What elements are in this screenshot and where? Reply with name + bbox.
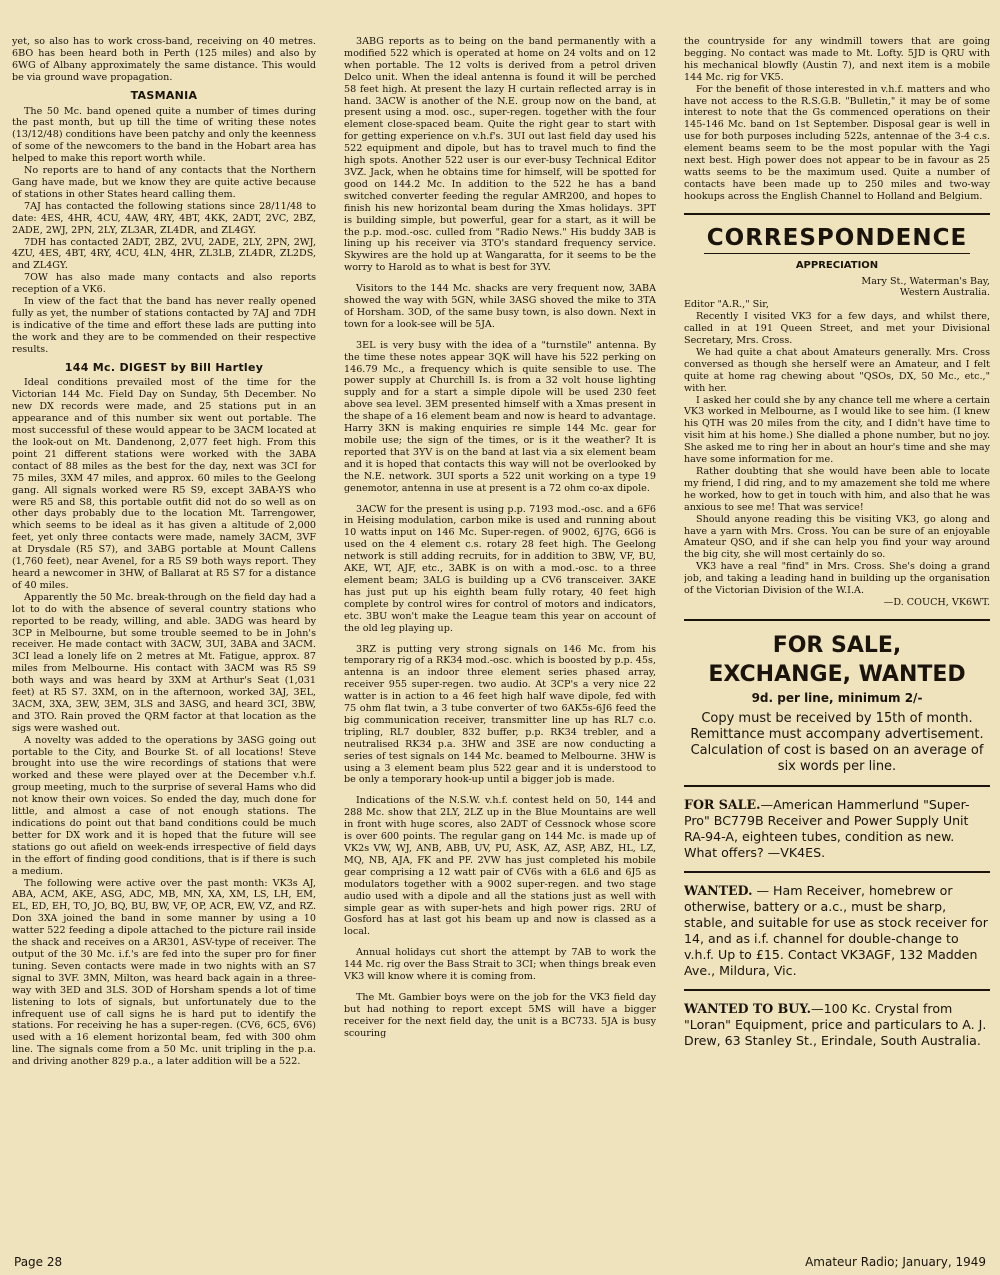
divider <box>704 253 970 254</box>
appreciation-heading: APPRECIATION <box>795 259 879 271</box>
paragraph: A novelty was added to the operations by 3ASG going out portable to the City, and Bourke St. of all locations! Steve brought into use the wire recordings of stations that were worked and these were played over at the December v.h.f. group meeting, much to the surprise of several Hams who did not know their own voices. So ended the day, much done for little, and almost a case of not enough stations. The indications do point out that band conditions could be much better for DX work and it is hoped that the future will see stations go out afield on week-ends irrespective of field days in the effort of finding good conditions, that is if there is such a medium. <box>12 734 316 877</box>
paragraph: yet, so also has to work cross-band, receiving on 40 metres. 6BO has been heard both in Perth (125 miles) and also by 6WG of Albany approximately the same distance. This would be via ground wave propagation. <box>12 36 316 83</box>
section-heading-digest: 144 Mc. DIGEST by Bill Hartley <box>64 360 264 374</box>
divider <box>684 989 990 991</box>
letter-paragraph: Rather doubting that she would have been able to locate my friend, I did ring, and to my amazement she told me where he worked, how to get in touch with him, and also that he was anxious to see me! That was service! <box>684 466 990 513</box>
paragraph: For the benefit of those interested in v.h.f. matters and who have not access to the R.S.G.B. "Bulletin," it may be of some interest to note that the Gs commenced operations on their 145-146 Mc. band on 1st September. Disposal gear is well in use for both purposes including 522s, antennae of the 3-4 c.s. element beams seem to be the most popular with the Yagi next best. High power does not appear to be in favour as 25 watts seems to be the maximum used. Quite a number of contacts have been made up to 250 miles and two-way hookups across the English Channel to Holland and Belgium. <box>684 83 990 202</box>
letter-paragraph: We had quite a chat about Amateurs generally. Mrs. Cross conversed as though she herself were an Amateur, and I felt quite at home rag chewing about "QSOs, DX, 50 Mc., etc.," with her. <box>684 346 990 394</box>
classified-ad <box>684 883 990 979</box>
classifieds-heading-line: EXCHANGE, WANTED <box>708 661 966 687</box>
paragraph: 7OW has also made many contacts and also reports reception of a VK6. <box>12 272 316 296</box>
classifieds-notice: Copy must be received by 15th of month. Remittance must accompany advertisement. Calculation of cost is based on an average of six words per line. <box>690 710 984 774</box>
paragraph: Annual holidays cut short the attempt by 7AB to work the 144 Mc. rig over the Bass Strait to 3CI; when things break even VK3 will know where it is coming from. <box>344 947 656 983</box>
divider <box>684 785 990 787</box>
divider <box>684 213 990 215</box>
classified-ad <box>684 797 990 861</box>
ad-lead: FOR SALE. <box>684 796 761 812</box>
paragraph: In view of the fact that the band has never really opened fully as yet, the number of stations contacted by 7AJ and 7DH is indicative of the time and effort these lads are putting into the work and they are to be commended on their respective results. <box>12 296 316 355</box>
magazine-footer: Amateur Radio; January, 1949 <box>805 1255 986 1269</box>
paragraph: 7AJ has contacted the following stations since 28/11/48 to date: 4ES, 4HR, 4CU, 4AW, 4RY, 4BT, 4KK, 2ADT, 2VC, 2BZ, 2ADE, 2WJ, 2PN, 2LY, ZL3AR, ZL4DR, and ZL4GY. <box>12 200 316 236</box>
divider <box>684 871 990 873</box>
letter-paragraph: Should anyone reading this be visiting VK3, go along and have a yarn with Mrs. Cross. You can be sure of an enjoyable Amateur QSO, and if she can help you find your way around the big city, she will most certainly do so. <box>684 513 990 561</box>
column-middle <box>344 36 656 1241</box>
classifieds-heading <box>684 631 990 689</box>
paragraph: The following were active over the past month: VK3s AJ, ABA, ACM, AKE, ASG, ADC, MB, MN, XA, XM, LS, LH, EM, EL, ED, EH, TO, JO, BQ, BU, BW, VF, OP, ACR, EW, VZ, and RZ. Don 3XA joined the band in some manner by using a 10 watter 522 feeding a dipole attached to the picture rail inside the shack and receives on a AR301, ASV-type of receiver. The output of the 30 Mc. i.f.'s are fed into the super pro for finer tuning. Seven contacts were made in two nights with an S7 signal to 3VF. 3MN, Milton, was heard back again in a three-way with 3ED and 3LS. 3OD of Horsham spends a lot of time listening to lots of signals, but unfortunately due to the infrequent use of call signs he is hard put to identify the stations. For receiving he has a super-regen. (CV6, 6C5, 6V6) used with a 16 element horizontal beam, fed with 300 ohm line. The signals come from a 50 Mc. unit tripling in the p.a. and driving another 829 p.a., a later addition will be a 522. <box>12 877 316 1068</box>
letter-address: Mary St., Waterman's Bay, <box>861 275 990 287</box>
paragraph: The Mt. Gambier boys were on the job for the VK3 field day but had nothing to report except 5MS will have a bigger receiver for the next field day, the unit is a BC733. 5JA is busy scouring <box>344 991 656 1039</box>
paragraph: The 50 Mc. band opened quite a number of times during the past month, but up till the time of writing these notes (13/12/48) conditions have been patchy and only the keenness of some of the newcomers to the band in the Hobart area has helped to make this report worth while. <box>12 105 316 165</box>
letter-paragraph: Recently I visited VK3 for a few days, and whilst there, called in at 191 Queen Street, and met your Divisional Secretary, Mrs. Cross. <box>684 311 990 347</box>
letter-paragraph: VK3 have a real "find" in Mrs. Cross. She's doing a grand job, and taking a leading hand in building up the organisation of the Victorian Division of the W.I.A. <box>684 561 990 597</box>
ad-lead: WANTED. <box>684 882 753 898</box>
page-number: Page 28 <box>14 1255 63 1269</box>
paragraph: 3EL is very busy with the idea of a "turnstile" antenna. By the time these notes appear 3QK will have his 522 perking on 146.79 Mc., a frequency which is quite sensible to use. The power supply at Churchill Is. is from a 32 volt house lighting supply and for a start a simple dipole will be used 230 feet above sea level. 3EM presented himself with a Xmas present in the shape of a 16 element beam and now is heard to advantage. Harry 3KN is making enquiries re simple 144 Mc. gear for mobile use; the sign of the times, or is it the weather? It is reported that 3YV is on the band at last via a six element beam and it is hoped that contacts this way will not be overlooked by the N.E. network. 3UI sports a 522 unit working on a type 19 genemotor, antenna in use at present is a 72 ohm co-ax dipole. <box>344 339 656 494</box>
ad-body: —100 Kc. Crystal from "Loran" Equipment, price and particulars to A. J. Drew, 63 Stanley St., Erindale, South Australia. <box>684 1000 987 1048</box>
classified-ad <box>684 1001 990 1049</box>
column-right <box>684 36 990 1241</box>
letter-paragraph: I asked her could she by any chance tell me where a certain VK3 worked in Melbourne, as I would like to see him. (I knew his QTH was 20 miles from the city, and I didn't have time to visit him at his home.) She dialled a phone number, but no joy. She asked me to ring her in about an hour's time and she may have some information for me. <box>684 394 990 466</box>
paragraph: Indications of the N.S.W. v.h.f. contest held on 50, 144 and 288 Mc. show that 2LY, 2LZ up in the Blue Mountains are well in front with huge scores, also 2ADT of Cessnock whose score is over 600 points. The regular gang on 144 Mc. is made up of VK2s VW, WJ, ANB, ABB, UV, PU, ASK, AZ, ASP, ABZ, HL, LZ, MQ, NB, AJA, FK and PF. 2VW has just completed his mobile gear comprising a 12 watt pair of CV6s with a 6L6 and 6J5 as modulators together with a 9002 super-regen. and two stage audio used with a dipole and all the stations just as well with simple gear as with super-hets and high power rigs. 2RU of Gosford has at last got his beam up and now is classed as a local. <box>344 795 656 938</box>
paragraph: 3ACW for the present is using p.p. 7193 mod.-osc. and a 6F6 in Heising modulation, carbon mike is used and running about 10 watts input on 146 Mc. Super-regen. of 9002, 6J7G, 6G6 is used on the 4 element c.s. rotary 28 feet high. The Geelong network is still adding recruits, for in addition to 3BW, VF, BU, AKE, WT, AJF, etc., 3ABK is on with a mod.-osc. to a three element beam; 3ALG is building up a CV6 transceiver. 3AKE has just put up his eighth beam fully rotary, 40 feet high complete by control wires for control of motors and indicators, etc. 3BU won't make the League team this year on account of the old leg playing up. <box>344 503 656 634</box>
paragraph: No reports are to hand of any contacts that the Northern Gang have made, but we know they are quite active because of stations in other States heard calling them. <box>12 165 316 200</box>
correspondence-heading: CORRESPONDENCE <box>706 224 968 251</box>
classifieds-price: 9d. per line, minimum 2/- <box>751 690 923 705</box>
letter-salutation: Editor "A.R.," Sir, <box>684 299 769 311</box>
paragraph: Apparently the 50 Mc. break-through on the field day had a lot to do with the absence of several country stations who reported to be ready, willing, and able. 3ADG was heard by 3CP in Melbourne, but some trouble seemed to be in John's receiver. He made contact with 3ACW, 3UI, 3ABA and 3ACM. 3CI lead a lonely life on 2 metres at Mt. Fatigue, approx. 87 miles from Melbourne. His contact with 3ACM was R5 S9 both ways and was heard by 3XM at Arthur's Seat (1,031 feet) at R5 S7. 3XM, on in the afternoon, worked 3AJ, 3EL, 3ACM, 3XA, 3EW, 3EM, 3LS and 3ASG, and heard 3CI, 3BW, and 3TO. Rain proved the QRM factor at that location as the sigs were washed out. <box>12 591 316 734</box>
paragraph: Visitors to the 144 Mc. shacks are very frequent now, 3ABA showed the way with 5GN, while 3ASG shoved the mike to 3TA of Horsham. 3OD, of the same busy town, is also down. Next in town for a look-see will be 5JA. <box>344 283 656 330</box>
paragraph: the countryside for any windmill towers that are going begging. No contact was made to Mt. Lofty. 5JD is QRU with his mechanical blowfly (Austin 7), and next item is a mobile 144 Mc. rig for VK5. <box>684 36 990 83</box>
ad-body: — Ham Receiver, homebrew or otherwise, battery or a.c., must be sharp, stable, and suitable for use as stock receiver for 14, and as i.f. channel for double-change to v.h.f. Up to £15. Contact VK3AGF, 132 Madden Ave., Mildura, Vic. <box>684 882 988 978</box>
ad-body: —American Hammerlund "Super-Pro" BC779B Receiver and Power Supply Unit RA-94-A, eighteen tubes, condition as new. What offers? —VK4ES. <box>684 796 970 860</box>
letter-address: Western Australia. <box>899 287 990 299</box>
paragraph: 3ABG reports as to being on the band permanently with a modified 522 which is operated at home on 24 volts and on 12 when portable. The 12 volts is derived from a petrol driven Delco unit. When the ideal antenna is found it will be perched 58 feet high. At present the lazy H curtain reflected array is in hand. 3ACW is another of the N.E. group now on the band, at present using a mod. osc., super-regen. together with the four element close-spaced beam. Quite the right gear to start with for getting experience on v.h.f's. 3UI out last field day used his 522 equipment and dipole, but has to travel much to find the high spots. Another 522 user is our ever-busy Technical Editor 3VZ. Jack, when he obtains time for himself, will be spotted for good on 144.2 Mc. In addition to the 522 he has a band switched converter feeding the regular AMR200, and hopes to finish his new horizontal beam during the Xmas holidays. 3PT is building simple, but powerful, gear for a start, as it will be the p.p. mod.-osc. culled from "Radio News." His buddy 3AB is lining up his receiver via 3TO's standard frequency service. Skywires are the hold up at Wangaratta, for it seems to be the worry to Harold as to what is best for 3YV. <box>344 36 656 274</box>
ad-lead: WANTED TO BUY. <box>684 1000 812 1016</box>
letter-signature: —D. COUCH, VK6WT. <box>883 596 990 608</box>
divider <box>684 619 990 621</box>
paragraph: 3RZ is putting very strong signals on 146 Mc. from his temporary rig of a RK34 mod.-osc. which is boosted by p.p. 45s, antenna is an indoor three element series phased array, receiver 955 super-regen. two audio. At 3CP's a very nice 22 watter is in action to a 46 feet high half wave dipole, fed with 75 ohm flat twin, a 3 tube converter of two 6AK5s-6J6 feed the big communication receiver, transmitter line up has RL7 c.o. tripling, RL7 doubler, 832 buffer, p.p. RK34 trebler, and a neutralised RK34 p.a. 3HW and 3SE are now conducting a series of test signals on 144 Mc. beamed to Melbourne. 3HW is using a 3 element beam plus 522 gear and it is understood to be only a temporary hook-up until a bigger job is made. <box>344 643 656 786</box>
classifieds-heading-line: FOR SALE, <box>772 632 902 658</box>
column-left <box>12 36 316 1241</box>
paragraph: Ideal conditions prevailed most of the time for the Victorian 144 Mc. Field Day on Sunday, 5th December. No new DX records were made, and 25 stations put in an appearance and of this number six went out portable. The most successful of these would appear to be 3ACM located at the look-out on Mt. Dandenong, 2,077 feet high. From this point 21 different stations were worked with the 3ABA contact of 88 miles as the best for the day, next was 3CI for 75 miles, 3XM 47 miles, and approx. 60 miles to the Geelong gang. All signals worked were R5 S9, except 3ABA-YS who were R5 and S8, this portable outfit did not do so well as on other days probably due to the location Mt. Tarrengower, which seems to be ideal as it has given a altitude of 2,000 feet, yet only three contacts were made, namely 3ACM, 3VF at Drysdale (R5 S7), and 3ABG portable at Mount Callens (1,760 feet), near Avenel, for a R5 S9 both ways report. They heard a newcomer in 3HW, of Ballarat at R5 S7 for a distance of 40 miles. <box>12 377 316 591</box>
paragraph: 7DH has contacted 2ADT, 2BZ, 2VU, 2ADE, 2LY, 2PN, 2WJ, 4ZU, 4ES, 4BT, 4RY, 4CU, 4LN, 4HR, ZL3LB, ZL4DR, ZL2DS, and ZL4GY. <box>12 236 316 272</box>
section-heading-tasmania: TASMANIA <box>130 88 198 102</box>
